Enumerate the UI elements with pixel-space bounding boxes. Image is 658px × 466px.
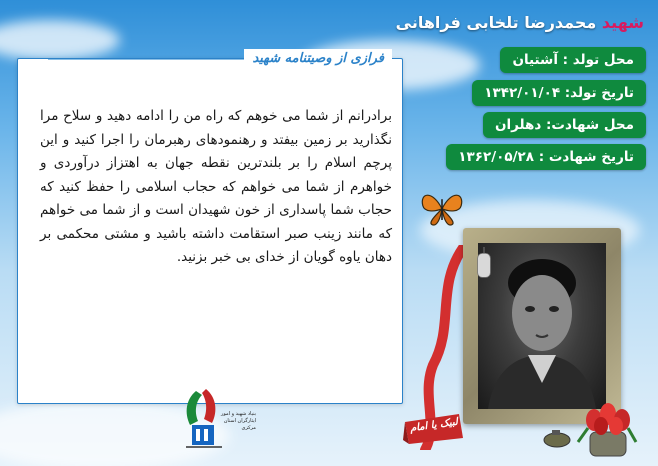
grenade-icon [542,428,572,448]
testament-card [17,51,403,404]
butterfly-icon [418,188,466,228]
dog-tag-icon [476,246,492,280]
card-title-divider [48,59,262,60]
birth-date-box: تاریخ تولد: ۱۳۴۲/۰۱/۰۴ [472,80,646,106]
labbayk-badge-text: لبیک یا امام [409,416,459,435]
martyrdom-date-box: تاریخ شهادت : ۱۳۶۲/۰۵/۲۸ [446,144,646,170]
testament-title: فرازی از وصیتنامه شهید [244,49,392,69]
tulips-icon [568,398,648,458]
martyrdom-place-box: محل شهادت: دهلران [483,112,646,138]
foundation-name: بنیاد شهید و امور ایثارگران استان مرکزی [220,411,256,431]
martyr-name: محمدرضا تلخابی فراهانی [395,13,597,32]
birth-place-box: محل تولد : آشتیان [500,47,646,73]
cloud [0,20,120,60]
martyr-photo [478,243,606,409]
shahid-label: شهید [601,13,644,32]
portrait-silhouette-icon [478,243,606,409]
martyr-name-title [396,13,644,32]
testament-text: برادرانم از شما می خوهم که راه من را ادامه دهید و سلاح مرا نگذارید بر زمین بیفتد و رهنمودهای رهبرمان را اجرا کنید و این پرچم اسلام را بر بلندترین نقطه جهان به اهتزاز درآوردی و خواهرم از شما می خواهم که حجاب اسلامی را حفظ کنید که حجاب شما پاسداری از خون شهیدان است و از شما می خواهم که مانند زینب صبر استقامت داشته باشید و مشتی محکمی بر دهان یاوه گویان از خدای بی خبر بزنید. [40,108,392,265]
